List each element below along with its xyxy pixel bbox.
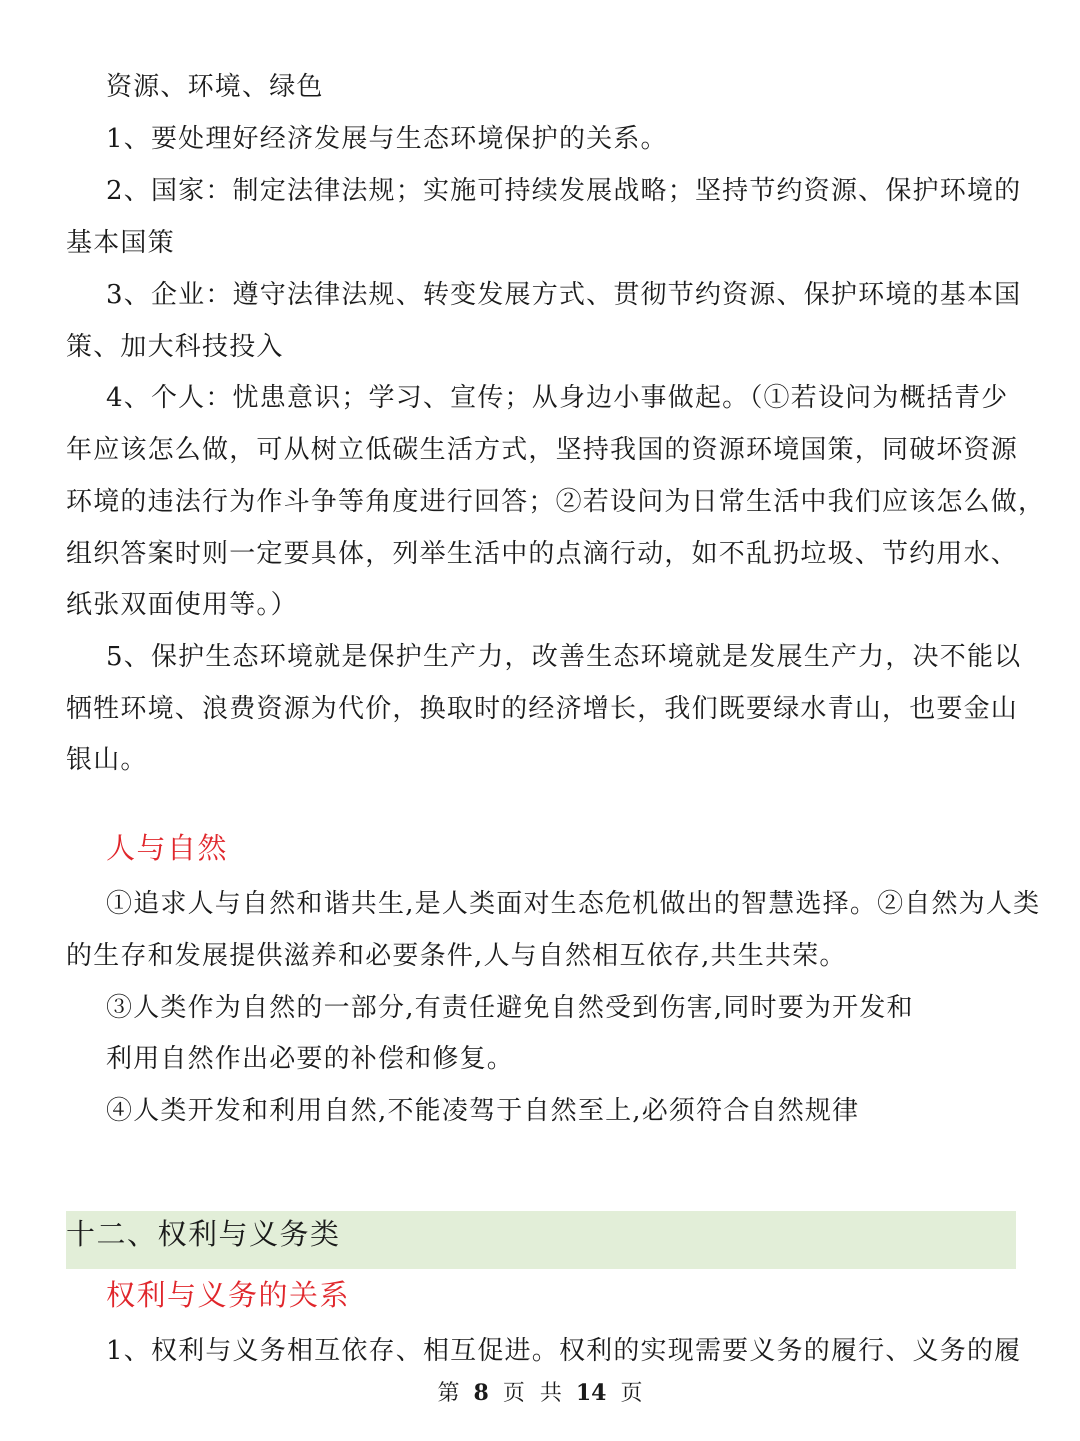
section-title: 十二、权利与义务类 bbox=[66, 1217, 341, 1251]
paragraph-line: 的生存和发展提供滋养和必要条件,人与自然相互依存,共生共荣。 bbox=[66, 941, 847, 971]
paragraph-line: ③人类作为自然的一部分,有责任避免自然受到伤害,同时要为开发和 bbox=[106, 993, 914, 1023]
paragraph-line: 3、企业：遵守法律法规、转变发展方式、贯彻节约资源、保护环境的基本国 bbox=[106, 280, 1022, 310]
footer-middle-1: 页 bbox=[502, 1381, 525, 1406]
paragraph-line: 牺牲环境、浪费资源为代价，换取时的经济增长，我们既要绿水青山，也要金山 bbox=[66, 694, 1019, 724]
paragraph-line: 5、保护生态环境就是保护生产力，改善生态环境就是发展生产力，决不能以 bbox=[106, 642, 1022, 672]
paragraph-line: 4、个人：忧患意识；学习、宣传；从身边小事做起。（①若设问为概括青少 bbox=[106, 383, 1009, 413]
paragraph-line: ④人类开发和利用自然,不能凌驾于自然至上,必须符合自然规律 bbox=[106, 1096, 860, 1126]
paragraph-line: 基本国策 bbox=[66, 228, 175, 258]
paragraph-line: 银山。 bbox=[66, 745, 148, 775]
footer-current-page: 8 bbox=[473, 1380, 489, 1406]
paragraph-line: 1、要处理好经济发展与生态环境保护的关系。 bbox=[106, 124, 668, 154]
paragraph-line: 策、加大科技投入 bbox=[66, 332, 284, 362]
topic-line: 资源、环境、绿色 bbox=[106, 72, 324, 102]
paragraph-line: 2、国家：制定法律法规；实施可持续发展战略；坚持节约资源、保护环境的 bbox=[106, 176, 1022, 206]
paragraph-line: 利用自然作出必要的补偿和修复。 bbox=[106, 1044, 515, 1074]
footer-middle-2: 共 bbox=[539, 1381, 562, 1406]
footer-total-pages: 14 bbox=[575, 1380, 607, 1406]
paragraph-line: ①追求人与自然和谐共生,是人类面对生态危机做出的智慧选择。②自然为人类 bbox=[106, 889, 1041, 919]
paragraph-line: 1、权利与义务相互依存、相互促进。权利的实现需要义务的履行、义务的履 bbox=[106, 1336, 1022, 1366]
paragraph-line: 组织答案时则一定要具体，列举生活中的点滴行动，如不乱扔垃圾、节约用水、 bbox=[66, 539, 1019, 569]
paragraph-line: 纸张双面使用等。） bbox=[66, 590, 298, 620]
paragraph-line: 年应该怎么做，可从树立低碳生活方式，坚持我国的资源环境国策，同破坏资源 bbox=[66, 435, 1019, 465]
subheading-rights: 权利与义务的关系 bbox=[106, 1278, 351, 1312]
footer-suffix: 页 bbox=[620, 1381, 643, 1406]
footer-prefix: 第 bbox=[437, 1381, 460, 1406]
subheading-nature: 人与自然 bbox=[106, 831, 229, 865]
paragraph-line: 环境的违法行为作斗争等角度进行回答；②若设问为日常生活中我们应该怎么做， bbox=[66, 487, 1046, 517]
page-footer bbox=[0, 1378, 1080, 1409]
